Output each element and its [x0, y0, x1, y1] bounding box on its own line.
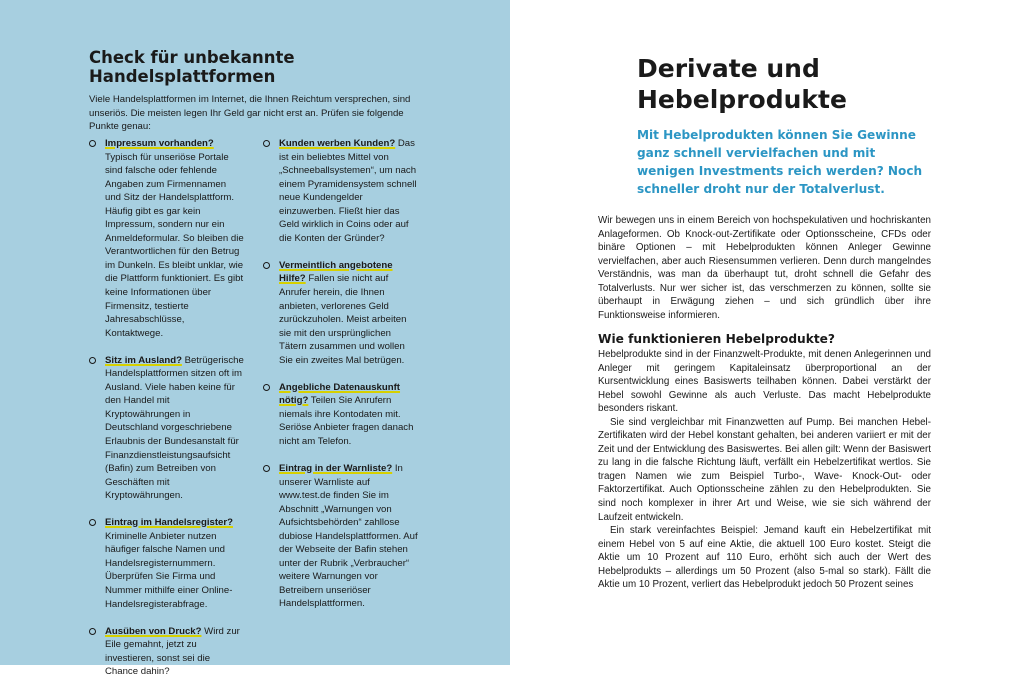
- checklist-item-heading: Vermeintlich angebotene Hilfe?: [279, 259, 393, 285]
- circle-bullet-icon: [89, 357, 96, 364]
- circle-bullet-icon: [263, 384, 270, 391]
- section-body: [598, 348, 931, 592]
- section-heading: Wie funktionieren Hebelprodukte?: [598, 332, 835, 346]
- checklist-item-text: Das ist ein beliebtes Mittel von „Schneeballsystemen“, um nach einem Pyramidensystem schnell neue Kundengelder einzuwerben. Fließt hier das Geld wirklich in Coins oder auf die Konten der Gründer?: [279, 138, 417, 244]
- circle-bullet-icon: [89, 140, 96, 147]
- checklist-item-heading: Ausüben von Druck?: [105, 625, 202, 637]
- body-paragraph: Hebelprodukte sind in der Finanzwelt-Produkte, mit denen Anlegerinnen und Anleger mit geringem Kapitaleinsatz überproportional an der Kursentwicklung eines Basiswerts teilhaben können. Dabei verstärkt der Hebel sowohl Gewinne als auch Verluste. Das macht Hebelprodukte besonders riskant.: [598, 349, 931, 415]
- circle-bullet-icon: [263, 262, 270, 269]
- checklist-column-2: [263, 137, 418, 611]
- checklist-item-text: Fallen sie nicht auf Anrufer herein, die Ihnen anbieten, verlorenes Geld zurückzuholen. Meist arbeiten sie mit den ursprünglichen Tätern zusammen und wollen Sie ein zweites Mal betrügen.: [279, 273, 407, 366]
- checklist-item-text: In unserer Warnliste auf www.test.de finden Sie im Abschnitt „Warnungen von Aufsichtsbehörden“ zahllose dubiose Handelsplattformen. Auf der Webseite der Bafin stehen unter der Rubrik „Verbraucher“ weitere Warnungen vor Betreibern unseriöser Handelsplattformen.: [279, 462, 418, 610]
- body-paragraph: Sie sind vergleichbar mit Finanzwetten auf Pump. Bei manchen Hebel-Zertifikaten wird der Hebel konstant gehalten, bei anderen variiert er mit der Zeit und der Entwicklung des Basiswertes. Bei allen gilt: Wenn der Basiswert zu lang in die falsche Richtung läuft, verfällt ein Hebelzertifikat wertlos. Sie tragen Namen wie zum Beispiel Turbo-, Wave- Knock-Out- oder Faktorzertifikat. Auch Optionsscheine zählen zu den Hebelprodukten. Sie sind noch komplexer in ihrer Art und Weise, wie sie sich während der Laufzeit entwickeln.: [598, 416, 931, 523]
- checklist-item: [89, 516, 244, 611]
- body-paragraph: Ein stark vereinfachtes Beispiel: Jemand kauft ein Hebelzertifikat mit einem Hebel von 5 auf eine Aktie, die aktuell 100 Euro kostet. Steigt die Aktie um 10 Prozent auf 110 Euro, erhöht sich auch der Wert des Hebelprodukts – allerdings um 50 Prozent (also 5-mal so stark). Fällt die Aktie um 10 Prozent, verliert das Hebelprodukt jedoch 50 Prozent seines: [598, 525, 931, 591]
- checklist-item-heading: Eintrag in der Warnliste?: [279, 462, 393, 474]
- lead-paragraph: Mit Hebelprodukten können Sie Gewinne ganz schnell vervielfachen und mit wenigen Investments reich werden? Noch schneller droht nur der Totalverlust.: [637, 128, 923, 196]
- checklist-item-heading: Eintrag im Handelsregister?: [105, 517, 233, 529]
- body-paragraph: Wir bewegen uns in einem Bereich von hochspekulativen und hochriskanten Anlageformen. Ob Knock-out-Zertifikate oder Optionsscheine, CFDs oder binäre Optionen – mit Hebelprodukten können Anleger Gewinne vervielfachen, aber auch Riesensummen verlieren. Denn durch mangelndes Verständnis, was man da überhaupt tut, droht schnell die Gefahr des Totalverlusts. Nur wer sicher ist, das verschmerzen zu können, sollte sie überhaupt in Erwägung ziehen – und sich gründlich über ihre Funktionsweise informieren.: [598, 215, 931, 321]
- checklist-item-heading: Impressum vorhanden?: [105, 138, 214, 149]
- checklist-item: [89, 137, 244, 340]
- checklist-item-text: Teilen Sie Anrufern niemals ihre Kontodaten mit. Seriöse Anbieter fragen danach nicht am Telefon.: [279, 395, 414, 447]
- checklist-item: [89, 354, 244, 503]
- checklist-item: [263, 381, 418, 449]
- circle-bullet-icon: [263, 465, 270, 472]
- circle-bullet-icon: [263, 140, 270, 147]
- checklist-item-heading: Sitz im Ausland?: [105, 354, 182, 366]
- left-page-info-box: [0, 0, 510, 678]
- right-page: [510, 0, 1020, 665]
- checklist-item: [263, 462, 418, 611]
- circle-bullet-icon: [89, 628, 96, 635]
- chapter-title: Derivate und Hebelprodukte: [637, 54, 847, 114]
- checklist-item: [263, 259, 418, 367]
- intro-body: [598, 214, 931, 322]
- circle-bullet-icon: [89, 519, 96, 526]
- checklist-item-text: Wird zur Eile gemahnt, jetzt zu investieren, sonst sei die Chance dahin?: [105, 625, 240, 678]
- checklist-item: [263, 137, 418, 245]
- checklist-item-text: Betrügerische Handelsplattformen sitzen oft im Ausland. Viele haben keine für den Handel mit Kryptowährungen in Deutschland vorgeschriebene Erlaubnis der Bundesanstalt für Finanzdienstleistungsaufsicht (Bafin) zum Betreiben von Geschäften mit Kryptowährungen.: [105, 354, 244, 502]
- checklist-item-heading: Kunden werben Kunden?: [279, 138, 396, 149]
- checklist-item-text: Kriminelle Anbieter nutzen häufiger falsche Namen und Handelsregisternummern. Überprüfen Sie Firma und Nummer mithilfe einer Online-Handelsregisterabfrage.: [105, 530, 233, 610]
- checklist-item-heading: Angebliche Datenauskunft nötig?: [279, 381, 401, 407]
- checklist-item-text: Typisch für unseriöse Portale sind falsche oder fehlende Angaben zum Firmennamen und Sitz der Handelsplattform. Häufig gibt es gar kein Impressum, sondern nur ein Anmeldeformular. So bleiben die Verantwortlichen für den Betrug im Dunkeln. Es bleibt unklar, wie die Plattform funktioniert. Es gibt keine Informationen über Firmensitz, testierte Jahresabschlüsse, Kontaktwege.: [105, 151, 244, 339]
- box-title: Check für unbekannte Handelsplattformen: [89, 48, 295, 86]
- checklist-column-1: [89, 137, 244, 679]
- checklist-item: [89, 625, 244, 679]
- box-intro: Viele Handelsplattformen im Internet, die Ihnen Reichtum versprechen, sind unseriös. Die meisten legen Ihr Geld gar nicht erst an. Prüfen sie folgende Punkte genau:: [89, 94, 411, 133]
